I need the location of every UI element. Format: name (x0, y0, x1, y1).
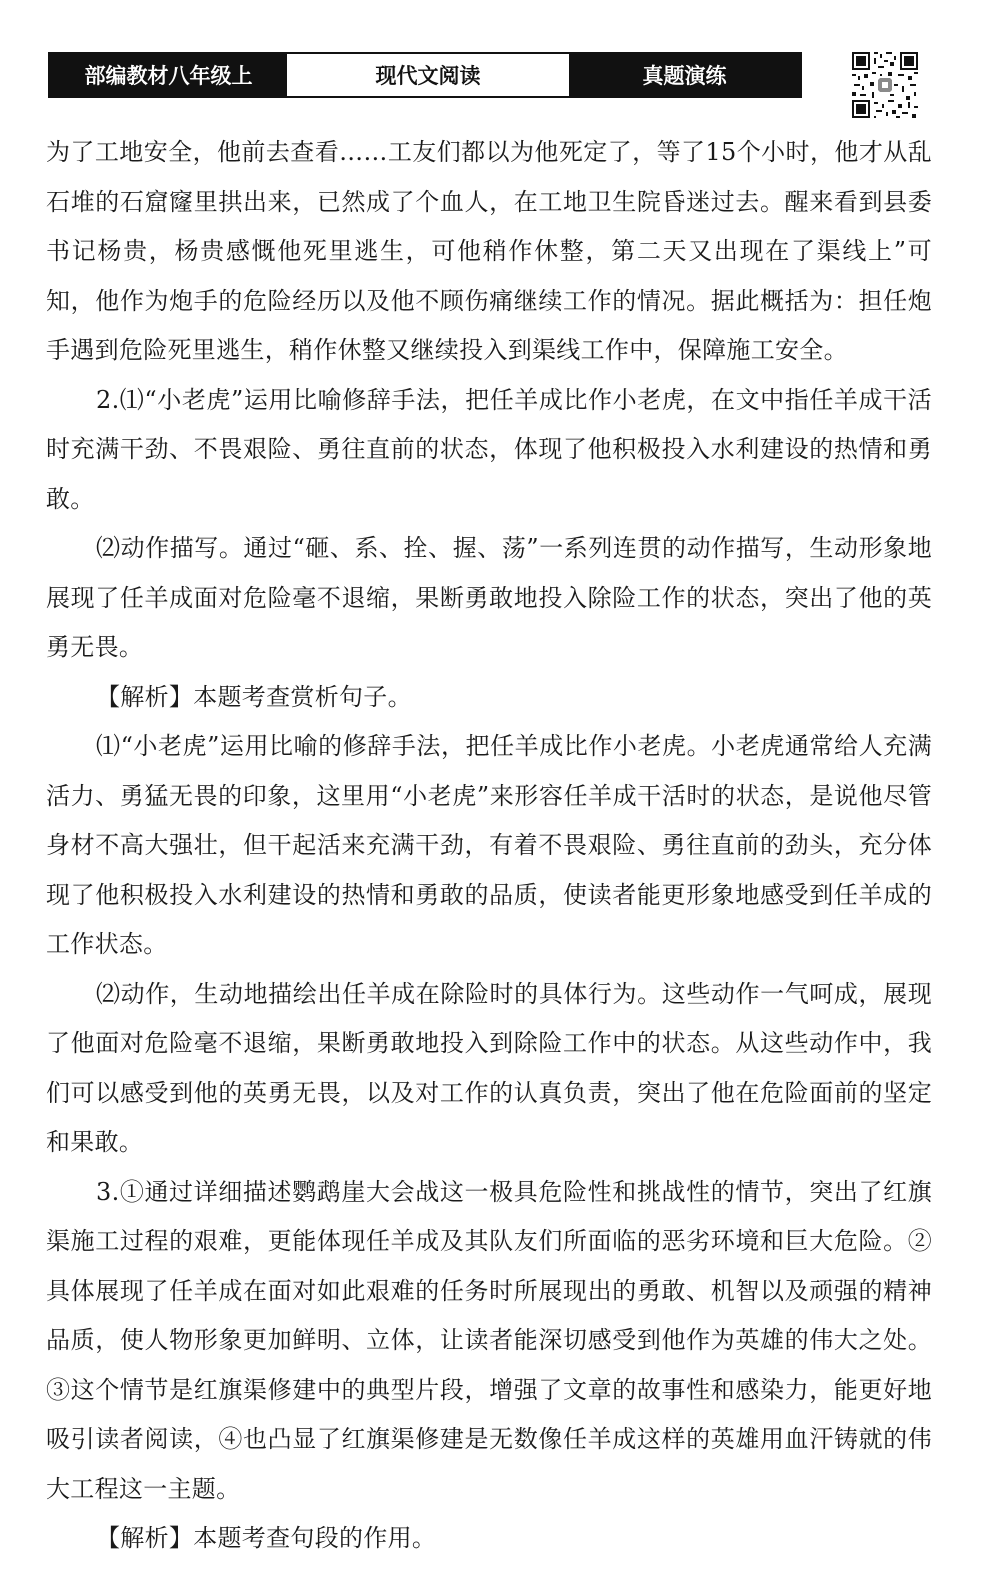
paragraph-q2-part1: 2.⑴“小老虎”运用比喻修辞手法，把任羊成比作小老虎，在文中指任羊成干活时充满干劲、不畏艰险、勇往直前的状态，体现了他积极投入水利建设的热情和勇敢。 (46, 385, 932, 513)
paragraph-q3-analysis-heading: 【解析】本题考查句段的作用。 (96, 1524, 437, 1552)
qr-code-icon[interactable] (850, 50, 920, 120)
paragraph-q2-analysis-heading: 【解析】本题考查赏析句子。 (96, 682, 412, 711)
header-section-label: 现代文阅读 (287, 54, 569, 96)
header-practice-label: 真题演练 (569, 54, 800, 96)
paragraph-q2-analysis-2: ⑵动作，生动地描绘出任羊成在除险时的具体行为。这些动作一气呵成，展现了他面对危险毫不退缩，果断勇敢地投入到除险工作中的状态。从这些动作中，我们可以感受到他的英勇无畏，以及对工作的认真负责，突出了他在危险面前的坚定和果敢。 (46, 979, 932, 1156)
answer-content (46, 128, 932, 1564)
header-bar (48, 52, 802, 98)
paragraph-q1-continued: 为了工地安全，他前去查看……工友们都以为他死定了，等了15个小时，他才从乱石堆的石窟窿里拱出来，已然成了个血人，在工地卫生院昏迷过去。醒来看到县委书记杨贵，杨贵感慨他死里逃生，可他稍作休整，第二天又出现在了渠线上”可知，他作为炮手的危险经历以及他不顾伤痛继续工作的情况。据此概括为：担任炮手遇到危险死里逃生，稍作休整又继续投入到渠线工作中，保障施工安全。 (46, 138, 932, 364)
paragraph-q2-analysis-1: ⑴“小老虎”运用比喻的修辞手法，把任羊成比作小老虎。小老虎通常给人充满活力、勇猛无畏的印象，这里用“小老虎”来形容任羊成干活时的状态，是说他尽管身材不高大强壮，但干起活来充满干劲，有着不畏艰险、勇往直前的劲头，充分体现了他积极投入水利建设的热情和勇敢的品质，使读者能更形象地感受到任羊成的工作状态。 (46, 732, 932, 958)
header-textbook-label: 部编教材八年级上 (50, 54, 287, 96)
paragraph-q2-part2: ⑵动作描写。通过“砸、系、拴、握、荡”一系列连贯的动作描写，生动形象地展现了任羊成面对危险毫不退缩，果断勇敢地投入除险工作的状态，突出了他的英勇无畏。 (46, 534, 932, 661)
paragraph-q3: 3.①通过详细描述鹦鹉崖大会战这一极具危险性和挑战性的情节，突出了红旗渠施工过程的艰难，更能体现任羊成及其队友们所面临的恶劣环境和巨大危险。②具体展现了任羊成在面对如此艰难的任务时所展现出的勇敢、机智以及顽强的精神品质，使人物形象更加鲜明、立体，让读者能深切感受到他作为英雄的伟大之处。③这个情节是红旗渠修建中的典型片段，增强了文章的故事性和感染力，能更好地吸引读者阅读，④也凸显了红旗渠修建是无数像任羊成这样的英雄用血汗铸就的伟大工程这一主题。 (46, 1177, 932, 1503)
